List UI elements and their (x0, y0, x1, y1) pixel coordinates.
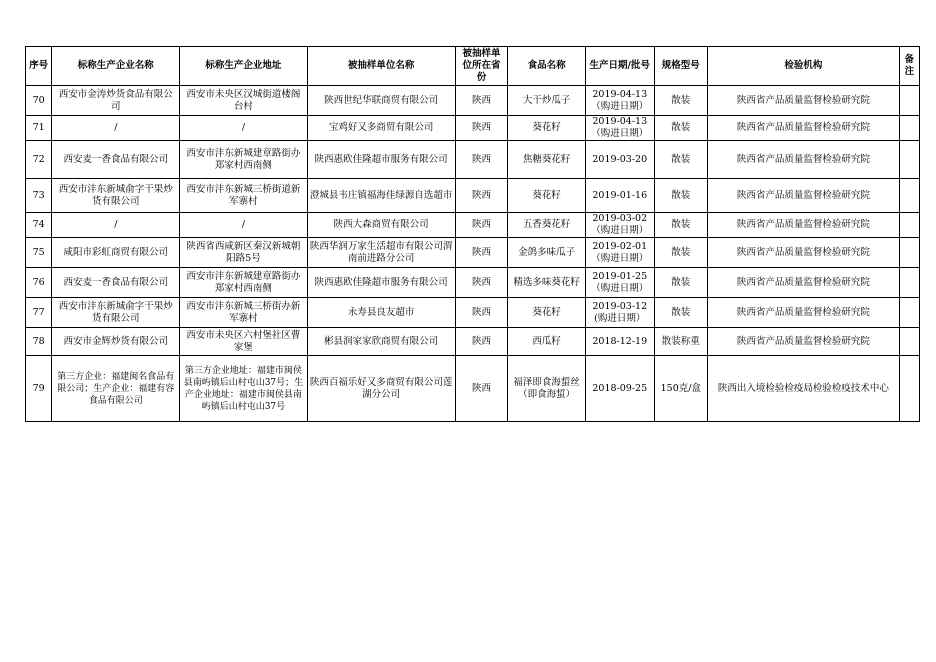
cell-address: 西安市沣东新城三桥街道新军寨村 (180, 179, 307, 213)
cell-address: / (180, 116, 307, 141)
cell-manufacturer: 西安市沣东新城俞字干果炒货有限公司 (52, 298, 180, 328)
cell-food: 葵花籽 (508, 298, 586, 328)
cell-date: 2019-04-13（购进日期） (585, 86, 654, 116)
table-row (26, 298, 920, 328)
cell-note (899, 298, 919, 328)
header-address: 标称生产企业地址 (180, 47, 307, 86)
cell-date: 2019-01-25（购进日期） (585, 268, 654, 298)
cell-institution: 陕西省产品质量监督检验研究院 (708, 213, 900, 238)
cell-note (899, 268, 919, 298)
sampling-results-table (25, 46, 920, 422)
cell-province: 陕西 (455, 356, 507, 422)
cell-institution: 陕西省产品质量监督检验研究院 (708, 86, 900, 116)
cell-date: 2019-04-13（购进日期） (585, 116, 654, 141)
cell-seq: 70 (26, 86, 52, 116)
cell-date: 2019-03-02（购进日期） (585, 213, 654, 238)
cell-food: 焦糖葵花籽 (508, 141, 586, 179)
cell-date: 2019-01-16 (585, 179, 654, 213)
table-row (26, 213, 920, 238)
cell-seq: 74 (26, 213, 52, 238)
cell-institution: 陕西省产品质量监督检验研究院 (708, 116, 900, 141)
cell-institution: 陕西省产品质量监督检验研究院 (708, 298, 900, 328)
cell-manufacturer: 第三方企业：福建闽名食品有限公司；生产企业：福建有容食品有限公司 (52, 356, 180, 422)
cell-spec: 散装 (654, 141, 707, 179)
cell-spec: 散装 (654, 116, 707, 141)
cell-seq: 77 (26, 298, 52, 328)
cell-province: 陕西 (455, 86, 507, 116)
header-manufacturer: 标称生产企业名称 (52, 47, 180, 86)
cell-institution: 陕西省产品质量监督检验研究院 (708, 328, 900, 356)
cell-date: 2018-09-25 (585, 356, 654, 422)
header-sampled-unit: 被抽样单位名称 (307, 47, 455, 86)
cell-address: 西安市沣东新城三桥街办新军寨村 (180, 298, 307, 328)
table-row (26, 356, 920, 422)
cell-address: 第三方企业地址：福建市闽侯县南屿镇后山村屯山37号；生产企业地址：福建市闽侯县南屿镇后山村屯山37号 (180, 356, 307, 422)
cell-spec: 散装 (654, 213, 707, 238)
table-row (26, 268, 920, 298)
header-row (26, 47, 920, 86)
cell-note (899, 328, 919, 356)
cell-seq: 76 (26, 268, 52, 298)
cell-note (899, 179, 919, 213)
cell-note (899, 141, 919, 179)
cell-province: 陕西 (455, 116, 507, 141)
cell-province: 陕西 (455, 238, 507, 268)
cell-manufacturer: 西安市金辉炒货有限公司 (52, 328, 180, 356)
cell-address: / (180, 213, 307, 238)
cell-food: 葵花籽 (508, 116, 586, 141)
cell-food: 精选多味葵花籽 (508, 268, 586, 298)
cell-sampled-unit: 陕西惠欧佳隆超市服务有限公司 (307, 268, 455, 298)
cell-province: 陕西 (455, 213, 507, 238)
cell-province: 陕西 (455, 141, 507, 179)
table-row (26, 86, 920, 116)
cell-note (899, 116, 919, 141)
header-institution: 检验机构 (708, 47, 900, 86)
cell-spec: 散装称重 (654, 328, 707, 356)
header-province: 被抽样单位所在省份 (455, 47, 507, 86)
cell-manufacturer: 西安市沣东新城俞字干果炒货有限公司 (52, 179, 180, 213)
cell-food: 葵花籽 (508, 179, 586, 213)
cell-manufacturer: 西安麦一香食品有限公司 (52, 141, 180, 179)
cell-address: 西安市未央区六村堡社区曹家堡 (180, 328, 307, 356)
cell-institution: 陕西出入境检验检疫局检验检疫技术中心 (708, 356, 900, 422)
cell-province: 陕西 (455, 328, 507, 356)
cell-note (899, 213, 919, 238)
cell-sampled-unit: 陕西百福乐好又多商贸有限公司莲湖分公司 (307, 356, 455, 422)
cell-province: 陕西 (455, 179, 507, 213)
cell-manufacturer: 西安麦一香食品有限公司 (52, 268, 180, 298)
cell-sampled-unit: 陕西大森商贸有限公司 (307, 213, 455, 238)
cell-food: 大干炒瓜子 (508, 86, 586, 116)
cell-institution: 陕西省产品质量监督检验研究院 (708, 268, 900, 298)
table-row (26, 238, 920, 268)
cell-date: 2019-03-12(购进日期） (585, 298, 654, 328)
cell-note (899, 86, 919, 116)
cell-address: 西安市沣东新城建章路街办郑家村西南侧 (180, 141, 307, 179)
cell-sampled-unit: 陕西惠欧佳隆超市服务有限公司 (307, 141, 455, 179)
cell-date: 2019-02-01（购进日期） (585, 238, 654, 268)
cell-sampled-unit: 彬县润家家欣商贸有限公司 (307, 328, 455, 356)
cell-note (899, 238, 919, 268)
cell-manufacturer: / (52, 213, 180, 238)
cell-food: 福泽即食海蜇丝（即食海蜇） (508, 356, 586, 422)
header-seq: 序号 (26, 47, 52, 86)
cell-spec: 散装 (654, 238, 707, 268)
cell-sampled-unit: 陕西华润万家生活超市有限公司渭南前进路分公司 (307, 238, 455, 268)
cell-seq: 73 (26, 179, 52, 213)
cell-address: 陕西省西咸新区秦汉新城朝阳路5号 (180, 238, 307, 268)
cell-province: 陕西 (455, 298, 507, 328)
cell-seq: 72 (26, 141, 52, 179)
table-row (26, 328, 920, 356)
cell-spec: 散装 (654, 86, 707, 116)
cell-seq: 71 (26, 116, 52, 141)
cell-date: 2018-12-19 (585, 328, 654, 356)
table-row (26, 116, 920, 141)
cell-seq: 79 (26, 356, 52, 422)
cell-address: 西安市未央区汉城街道楼阁台村 (180, 86, 307, 116)
cell-spec: 150克/盒 (654, 356, 707, 422)
cell-note (899, 356, 919, 422)
cell-spec: 散装 (654, 179, 707, 213)
cell-address: 西安市沣东新城建章路街办郑家村西南侧 (180, 268, 307, 298)
table-row (26, 141, 920, 179)
cell-manufacturer: / (52, 116, 180, 141)
cell-food: 金鸽多味瓜子 (508, 238, 586, 268)
cell-institution: 陕西省产品质量监督检验研究院 (708, 179, 900, 213)
header-food: 食品名称 (508, 47, 586, 86)
cell-spec: 散装 (654, 268, 707, 298)
cell-date: 2019-03-20 (585, 141, 654, 179)
cell-institution: 陕西省产品质量监督检验研究院 (708, 141, 900, 179)
cell-manufacturer: 西安市金涛炒货食品有限公司 (52, 86, 180, 116)
cell-sampled-unit: 永寿县良友超市 (307, 298, 455, 328)
cell-sampled-unit: 宝鸡好又多商贸有限公司 (307, 116, 455, 141)
cell-food: 五香葵花籽 (508, 213, 586, 238)
cell-province: 陕西 (455, 268, 507, 298)
cell-spec: 散装 (654, 298, 707, 328)
cell-manufacturer: 咸阳市彩虹商贸有限公司 (52, 238, 180, 268)
table-row (26, 179, 920, 213)
header-note: 备注 (899, 47, 919, 86)
cell-seq: 75 (26, 238, 52, 268)
cell-sampled-unit: 陕西世纪华联商贸有限公司 (307, 86, 455, 116)
header-date: 生产日期/批号 (585, 47, 654, 86)
cell-seq: 78 (26, 328, 52, 356)
cell-sampled-unit: 澄城县韦庄镇福海佳绿源自选超市 (307, 179, 455, 213)
cell-food: 西瓜籽 (508, 328, 586, 356)
header-spec: 规格型号 (654, 47, 707, 86)
cell-institution: 陕西省产品质量监督检验研究院 (708, 238, 900, 268)
